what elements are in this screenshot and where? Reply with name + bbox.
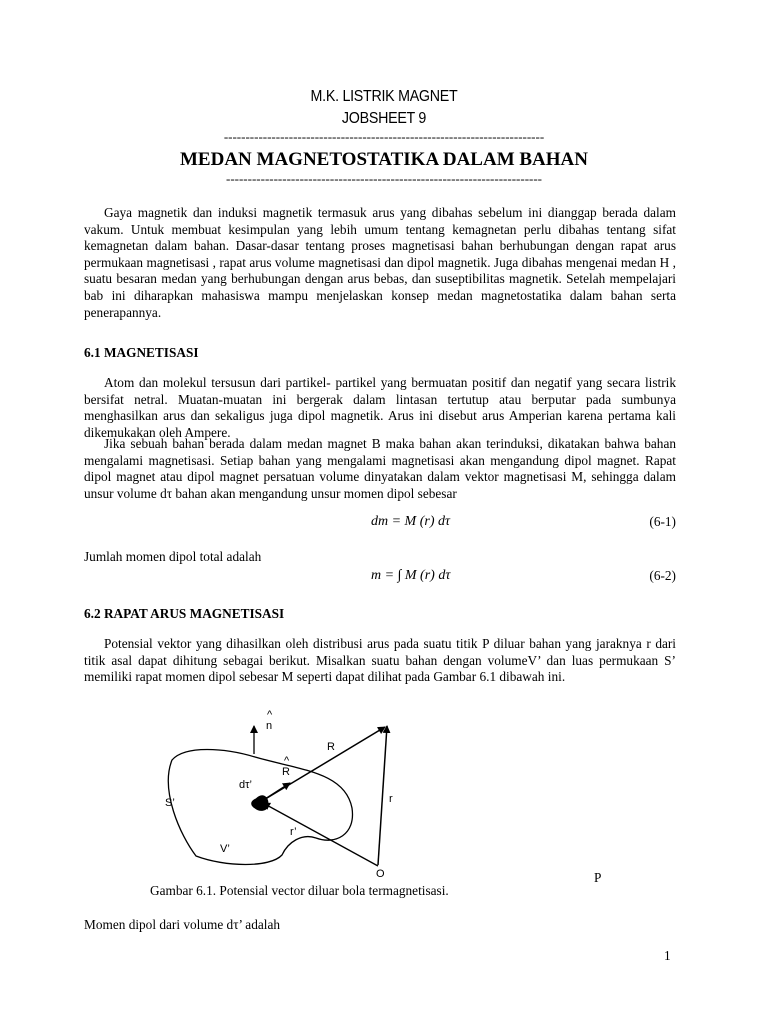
label-n-hat-caret: ^ xyxy=(267,709,273,721)
section1-paragraph-1: Atom dan molekul tersusun dari partikel- partikel yang bermuatan positif dan negatif yang secara listrik bersifat netral. Muatan-muatan ini bergerak dalam lintasan tertutup atau berputar pada sumbunya menghasilkan arus dan sekaligus juga dipol magnetik. Arus ini disebut arus Amperian karena pertama kali dikemukakan oleh Ampere. xyxy=(84,375,676,440)
equation-number-6-1: (6-1) xyxy=(649,514,676,529)
jobsheet-label: JOBSHEET 9 xyxy=(341,110,427,127)
section2-paragraph-1: Potensial vektor yang dihasilkan oleh distribusi arus pada suatu titik P diluar bahan yang jaraknya r dari titik asal dapat dihitung sebagai berikut. Misalkan suatu bahan dengan volumeV’ dan luas permukaan S’ memiliki rapat momen dipol sebesar M seperti dapat dilihat pada Gambar 6.1 dibawah ini. xyxy=(84,636,676,685)
page-title: MEDAN MAGNETOSTATIKA DALAM BAHAN xyxy=(180,149,588,170)
closing-text: Momen dipol dari volume dτ’ adalah xyxy=(84,917,281,932)
section1-paragraph-2: Jika sebuah bahan berada dalam medan magnet B maka bahan akan terinduksi, dikatakan bahwa bahan mengalami magnetisasi. Setiap bahan yang mengalami magnetisasi akan mengandung dipol magnet. Rapat dipol magnet atau dipol magnet persatuan volume dinyatakan dalam vektor magnetisasi M, sehingga dalam unsur volume dτ bahan akan mengandung unsur momen dipol sebesar xyxy=(84,436,676,501)
label-R: R xyxy=(327,741,335,753)
equation-6-1: dm = M (r) dτ xyxy=(371,514,451,529)
label-V: V’ xyxy=(220,843,230,855)
label-R-hat-caret: ^ xyxy=(284,755,290,767)
label-n-hat: n xyxy=(266,720,273,732)
label-r: r xyxy=(389,793,393,805)
label-R-hat: R xyxy=(282,766,290,778)
course-title: M.K. LISTRIK MAGNET xyxy=(310,88,458,105)
divider-bottom: ------------------------------------------------------------------------- xyxy=(225,171,543,186)
intro-paragraph: Gaya magnetik dan induksi magnetik termasuk arus yang dibahas sebelum ini dianggap berada dalam vakum. Untuk membuat kesimpulan yang lebih umum tentang kemagnetan perlu dibahas tentang sifat kemagnetan dalam bahan. Dasar-dasar tentang proses magnetisasi bahan berhubungan dengan rapat arus permukaan magnetisasi , rapat arus volume magnetisasi dan dipol magnetik. Juga dibahas mengenai medan H , suatu besaran medan yang berhubungan dengan arus bebas, dan suseptibilitas magnetik. Setelah mempelajari bab ini diharapkan mahasiswa mampu menjelaskan konsep medan magnetostatika dalam bahan serta penerapannya. xyxy=(84,205,676,320)
label-O: O xyxy=(376,868,385,880)
label-dtau: dτ’ xyxy=(239,779,252,791)
label-r-prime: r’ xyxy=(290,826,297,838)
vector-R-hat xyxy=(262,783,290,801)
equation-number-6-2: (6-2) xyxy=(649,568,676,583)
label-S: S’ xyxy=(165,797,175,809)
section-heading-rapat-arus: 6.2 RAPAT ARUS MAGNETISASI xyxy=(84,606,285,621)
page-number: 1 xyxy=(664,948,671,963)
total-dipole-text: Jumlah momen dipol total adalah xyxy=(84,549,262,564)
figure-caption: Gambar 6.1. Potensial vector diluar bola termagnetisasi. xyxy=(150,883,449,898)
divider-top: -------------------------------------------------------------------------- xyxy=(223,129,545,144)
label-P: P xyxy=(594,870,602,885)
vector-r xyxy=(378,726,387,865)
equation-6-2: m = ∫ M (r) dτ xyxy=(371,568,451,583)
section-heading-magnetisasi: 6.1 MAGNETISASI xyxy=(84,345,199,360)
